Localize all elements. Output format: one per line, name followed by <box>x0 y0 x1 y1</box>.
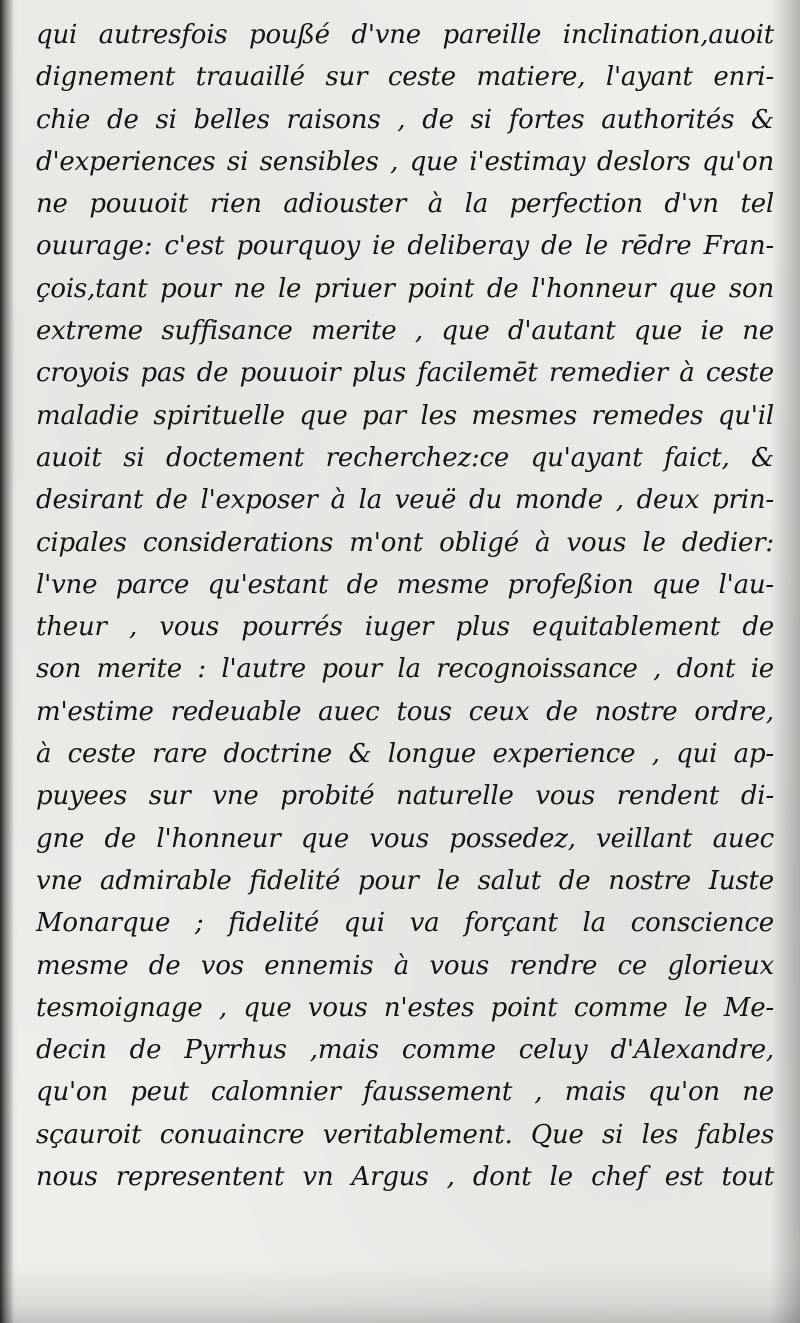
text-line: l'vne parce qu'estant de mesme profeßion que l'au- <box>36 569 774 600</box>
page-spine-shadow <box>0 0 14 1323</box>
text-line: dignement trauaillé sur ceste matiere, l'ayant enri- <box>36 62 774 93</box>
text-line: desirant de l'exposer à la veuë du monde , deux prin- <box>36 485 774 516</box>
page-bottom-shadow <box>0 1263 800 1323</box>
text-line: son merite : l'autre pour la recognoissance , dont ie <box>36 654 774 685</box>
text-line: decin de Pyrrhus ,mais comme celuy d'Alexandre, <box>36 1035 774 1066</box>
text-line: sçauroit conuaincre veritablement. Que si les fables <box>36 1119 774 1150</box>
text-line: à ceste rare doctrine & longue experience , qui ap- <box>36 739 774 770</box>
text-line: maladie spirituelle que par les mesmes remedes qu'il <box>36 400 774 431</box>
text-line: qu'on peut calomnier faussement , mais qu'on ne <box>36 1077 774 1108</box>
text-line: qui autresfois poußé d'vne pareille inclination,auoit <box>36 20 774 50</box>
text-line: vne admirable fidelité pour le salut de nostre Iuste <box>36 865 774 896</box>
text-line: cipales considerations m'ont obligé à vous le dedier: <box>36 527 774 558</box>
text-line: theur , vous pourrés iuger plus equitablement de <box>36 612 774 643</box>
text-line: m'estime redeuable auec tous ceux de nostre ordre, <box>36 696 774 727</box>
text-line: chie de si belles raisons , de si fortes authorités & <box>36 104 774 135</box>
text-line: puyees sur vne probité naturelle vous rendent di- <box>36 781 774 812</box>
text-line: gne de l'honneur que vous possedez, veillant auec <box>36 823 774 854</box>
text-line: ne pouuoit rien adiouster à la perfection d'vn tel <box>36 189 774 220</box>
text-line: tesmoignage , que vous n'estes point comme le Me- <box>36 992 774 1023</box>
text-line: extreme suffisance merite , que d'autant que ie ne <box>36 316 774 347</box>
text-line: croyois pas de pouuoir plus facilemēt remedier à ceste <box>36 358 774 389</box>
text-line: d'experiences si sensibles , que i'estimay deslors qu'on <box>36 146 774 177</box>
text-line: auoit si doctement recherchez:ce qu'ayant faict, & <box>36 442 774 473</box>
text-line: Monarque ; fidelité qui va forçant la conscience <box>36 908 774 939</box>
text-block <box>36 14 774 1198</box>
text-line: çois,tant pour ne le priuer point de l'honneur que son <box>36 273 774 304</box>
text-line: mesme de vos ennemis à vous rendre ce glorieux <box>36 950 774 981</box>
text-line: nous representent vn Argus , dont le chef est tout <box>36 1162 774 1193</box>
text-line: ouurage: c'est pourquoy ie deliberay de le rēdre Fran- <box>36 231 774 262</box>
